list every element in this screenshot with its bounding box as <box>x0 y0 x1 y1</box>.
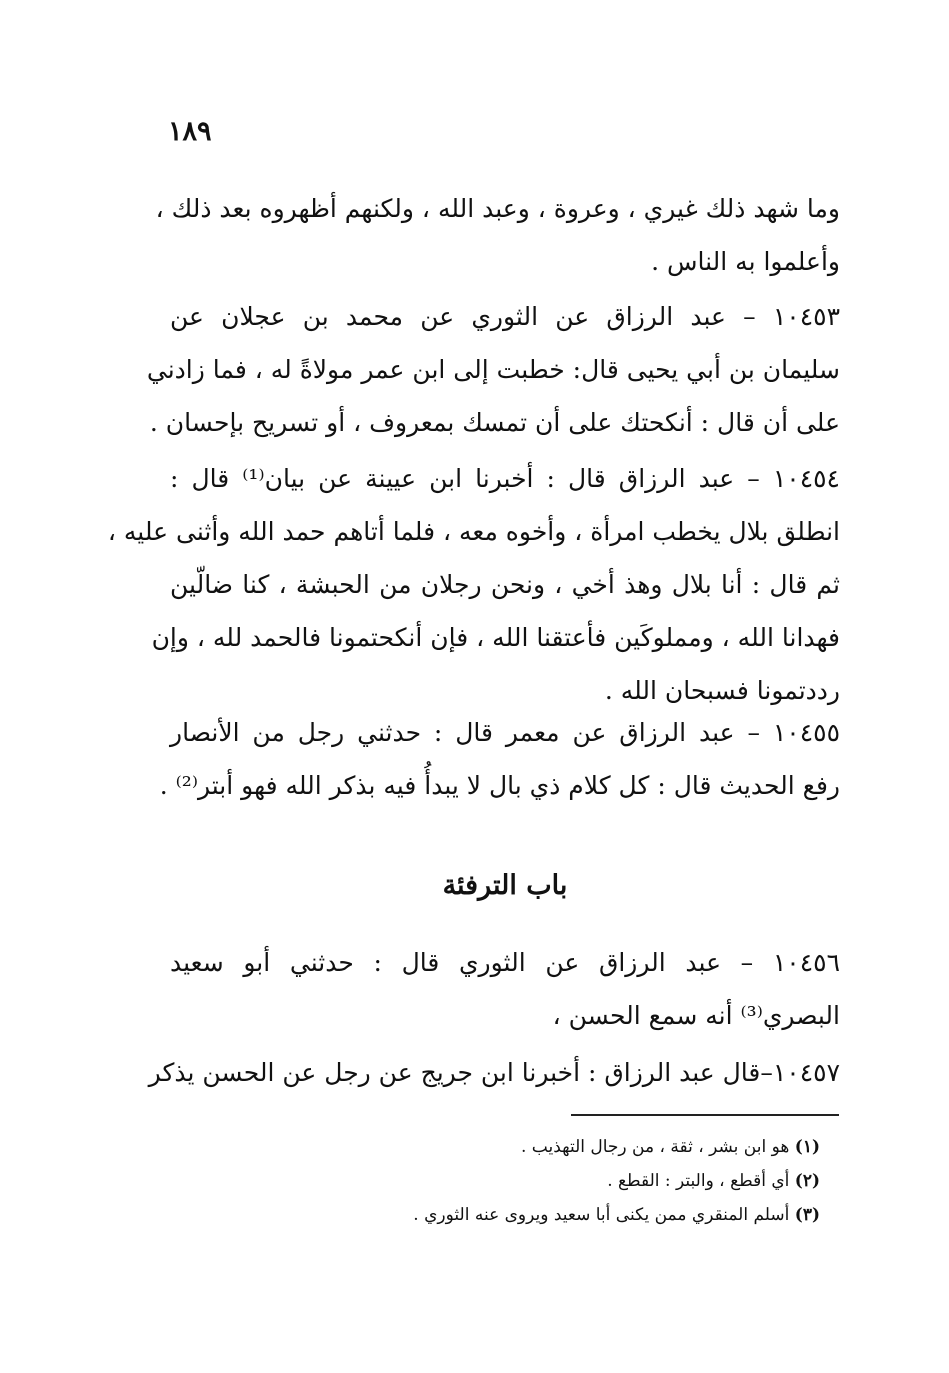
text-line: ١٠٤٥٧–قال عبد الرزاق : أخبرنا ابن جريج عن رجل عن الحسن يذكر <box>148 1058 840 1087</box>
text-line: فهدانا الله ، ومملوكَين فأعتقنا الله ، فإن أنكحتمونا فالحمد لله ، وإن <box>151 623 840 652</box>
hadith-10455 <box>159 706 840 812</box>
footnote-text: أي أقطع ، والبتر : القطع . <box>607 1171 790 1191</box>
hadith-10457 <box>148 1046 840 1099</box>
section-heading: باب الترفئة <box>442 870 568 901</box>
footnote-item <box>300 1198 820 1232</box>
text-line: انطلق بلال يخطب امرأة ، وأخوه معه ، فلما أتاهم حمد الله وأثنى عليه ، <box>107 517 840 546</box>
footnote-number: (٣) <box>794 1205 820 1225</box>
text-line: ثم قال : أنا بلال وهذ أخي ، ونحن رجلان من الحبشة ، كنا ضالّين <box>170 570 840 599</box>
text-line: البصري⁽³⁾ أنه سمع الحسن ، <box>552 1001 840 1030</box>
footnotes <box>300 1130 820 1232</box>
text-line: رددتمونا فسبحان الله . <box>604 676 840 705</box>
text-line: سليمان بن أبي يحيى قال: خطبت إلى ابن عمر مولاةً له ، فما زادني <box>146 355 840 384</box>
footnote-text: هو ابن بشر ، ثقة ، من رجال التهذيب . <box>520 1137 790 1157</box>
footnote-item <box>300 1130 820 1164</box>
text-line: وأعلموا به الناس . <box>651 247 840 276</box>
text-line: ١٠٤٥٣ – عبد الرزاق عن الثوري عن محمد بن عجلان عن <box>170 302 840 331</box>
text-line: على أن قال : أنكحتك على أن تمسك بمعروف ، أو تسريح بإحسان . <box>149 408 840 437</box>
hadith-10456 <box>170 936 840 1042</box>
footnote-divider <box>571 1114 839 1116</box>
hadith-10454 <box>107 452 840 717</box>
footnote-item <box>300 1164 820 1198</box>
footnote-text: أسلم المنقري ممن يكنى أبا سعيد ويروى عنه الثوري . <box>413 1205 790 1225</box>
page-number: ١٨٩ <box>168 116 212 147</box>
text-line: رفع الحديث قال : كل كلام ذي بال لا يبدأُ فيه بذكر الله فهو أبتر⁽²⁾ . <box>159 771 840 800</box>
text-line: وما شهد ذلك غيري ، وعروة ، وعبد الله ، ولكنهم أظهروه بعد ذلك ، <box>155 194 840 223</box>
footnote-number: (١) <box>794 1137 820 1157</box>
hadith-10453 <box>146 290 840 449</box>
text-line: ١٠٤٥٤ – عبد الرزاق قال : أخبرنا ابن عيينة عن بيان⁽¹⁾ قال : <box>170 464 840 493</box>
footnote-number: (٢) <box>794 1171 820 1191</box>
text-line: ١٠٤٥٦ – عبد الرزاق عن الثوري قال : حدثني أبو سعيد <box>170 948 840 977</box>
text-line: ١٠٤٥٥ – عبد الرزاق عن معمر قال : حدثني رجل من الأنصار <box>170 718 840 747</box>
paragraph-continuation <box>155 182 840 288</box>
